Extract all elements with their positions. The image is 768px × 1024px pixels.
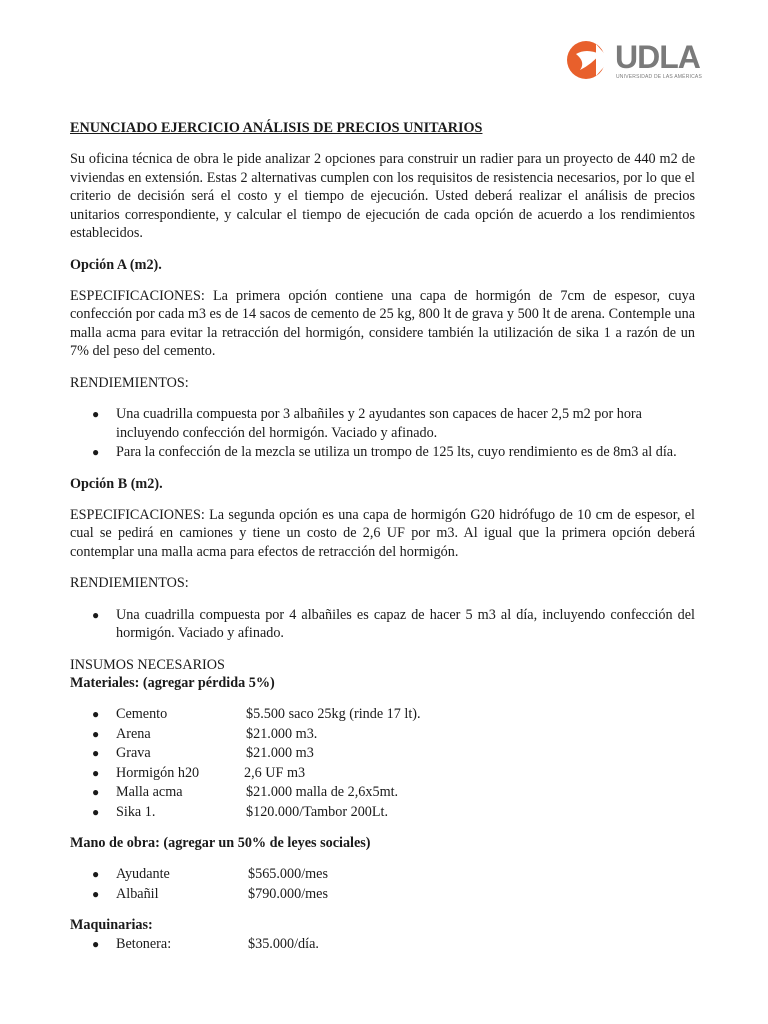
udla-logo-icon bbox=[566, 40, 612, 80]
bullet-icon: ● bbox=[92, 746, 100, 760]
labor-price: $790.000/mes bbox=[248, 885, 328, 902]
material-price: $21.000 m3. bbox=[246, 725, 318, 742]
logo-subtitle: UNIVERSIDAD DE LAS AMÉRICAS bbox=[616, 74, 702, 80]
list-item bbox=[70, 764, 695, 783]
material-name: Arena bbox=[116, 725, 151, 742]
bullet-icon: ● bbox=[92, 407, 100, 421]
bullet-icon: ● bbox=[92, 785, 100, 799]
labor-role: Albañil bbox=[116, 885, 159, 902]
list-item bbox=[70, 885, 695, 904]
material-price: $5.500 saco 25kg (rinde 17 lt). bbox=[246, 706, 421, 722]
material-name: Hormigón h20 bbox=[116, 764, 200, 781]
material-price: 2,6 UF m3 bbox=[244, 764, 306, 781]
material-price: $120.000/Tambor 200Lt. bbox=[246, 803, 389, 820]
material-price: $21.000 malla de 2,6x5mt. bbox=[246, 784, 399, 800]
logo-wordmark: UDLA bbox=[615, 39, 700, 75]
bullet-icon: ● bbox=[92, 726, 100, 741]
list-item bbox=[70, 705, 695, 724]
machinery-list bbox=[70, 935, 695, 954]
list-item bbox=[70, 783, 695, 802]
bullet-icon: ● bbox=[92, 886, 100, 901]
option-a-yields-list bbox=[70, 405, 695, 462]
material-name: Malla acma bbox=[116, 784, 183, 800]
bullet-icon: ● bbox=[92, 707, 100, 721]
material-name: Cemento bbox=[116, 706, 168, 722]
list-item bbox=[70, 803, 695, 822]
document-body bbox=[70, 119, 695, 967]
document-title: ENUNCIADO EJERCICIO ANÁLISIS DE PRECIOS UNITARIOS bbox=[70, 120, 483, 136]
option-b-yields-label: RENDIEMIENTOS: bbox=[70, 575, 189, 591]
material-name: Sika 1. bbox=[116, 803, 156, 820]
bullet-icon: ● bbox=[92, 804, 100, 819]
intro-paragraph: Su oficina técnica de obra le pide analizar 2 opciones para construir un radier para un proyecto de 440 m2 de viviendas en extensión. Estas 2 alternativas cumplen con los requisitos de resistencia necesarios, por lo que el criterio de decisión será el costo y el tiempo de ejecución. Usted deberá realizar el análisis de precios unitarios correspondiente, y calcular el tiempo de ejecución de cada opción de acuerdo a los rendimientos establecidos. bbox=[70, 151, 695, 241]
list-item bbox=[70, 935, 695, 954]
bullet-icon: ● bbox=[92, 445, 100, 459]
option-b-specs: ESPECIFICACIONES: La segunda opción es una capa de hormigón G20 hidrófugo de 10 cm de espesor, el cual se pedirá en camiones y tiene un costo de 2,6 UF por m3. Al igual que la primera opción deberá contemplar una malla acma para efectos de retracción del hormigón. bbox=[70, 506, 695, 560]
list-item: ● Para la confección de la mezcla se utiliza un trompo de 125 lts, cuyo rendimiento es de 8m3 al día. bbox=[92, 444, 677, 460]
list-item bbox=[70, 744, 695, 763]
option-a-specs: ESPECIFICACIONES: La primera opción contiene una capa de hormigón de 7cm de espesor, cuya confección por cada m3 es de 14 sacos de cemento de 25 kg, 800 lt de grava y 500 lt de arena. Contemple una malla acma para evitar la retracción del hormigón, considere también la utilización de sika 1 a razón de un 7% del peso del cemento. bbox=[70, 287, 695, 359]
bullet-icon: ● bbox=[92, 607, 100, 622]
option-a-heading: Opción A (m2). bbox=[70, 256, 162, 273]
material-name: Grava bbox=[116, 745, 151, 761]
supplies-label: INSUMOS NECESARIOS bbox=[70, 656, 225, 673]
materials-heading: Materiales: (agregar pérdida 5%) bbox=[70, 675, 275, 691]
labor-price: $565.000/mes bbox=[248, 866, 328, 882]
labor-list bbox=[70, 865, 695, 903]
list-item: ● Una cuadrilla compuesta por 3 albañiles y 2 ayudantes son capaces de hacer 2,5 m2 por hora incluyendo confección del hormigón. Vaciado y afinado. bbox=[92, 406, 642, 441]
bullet-icon: ● bbox=[92, 867, 100, 881]
list-item: ● Una cuadrilla compuesta por 4 albañiles es capaz de hacer 5 m3 al día, incluyendo confección del hormigón. Vaciado y afinado. bbox=[92, 606, 695, 641]
labor-role: Ayudante bbox=[116, 866, 170, 882]
machinery-name: Betonera: bbox=[116, 936, 172, 952]
bullet-icon: ● bbox=[92, 937, 100, 951]
material-price: $21.000 m3 bbox=[246, 745, 314, 761]
udla-logo bbox=[566, 40, 701, 84]
list-item bbox=[70, 725, 695, 744]
materials-list bbox=[70, 705, 695, 821]
bullet-icon: ● bbox=[92, 765, 100, 780]
option-b-heading: Opción B (m2). bbox=[70, 475, 163, 492]
labor-heading: Mano de obra: (agregar un 50% de leyes sociales) bbox=[70, 835, 371, 851]
list-item bbox=[70, 865, 695, 884]
option-b-yields-list bbox=[70, 606, 695, 643]
machinery-price: $35.000/día. bbox=[248, 936, 319, 952]
machinery-heading: Maquinarias: bbox=[70, 917, 153, 933]
option-a-yields-label: RENDIEMIENTOS: bbox=[70, 374, 189, 391]
